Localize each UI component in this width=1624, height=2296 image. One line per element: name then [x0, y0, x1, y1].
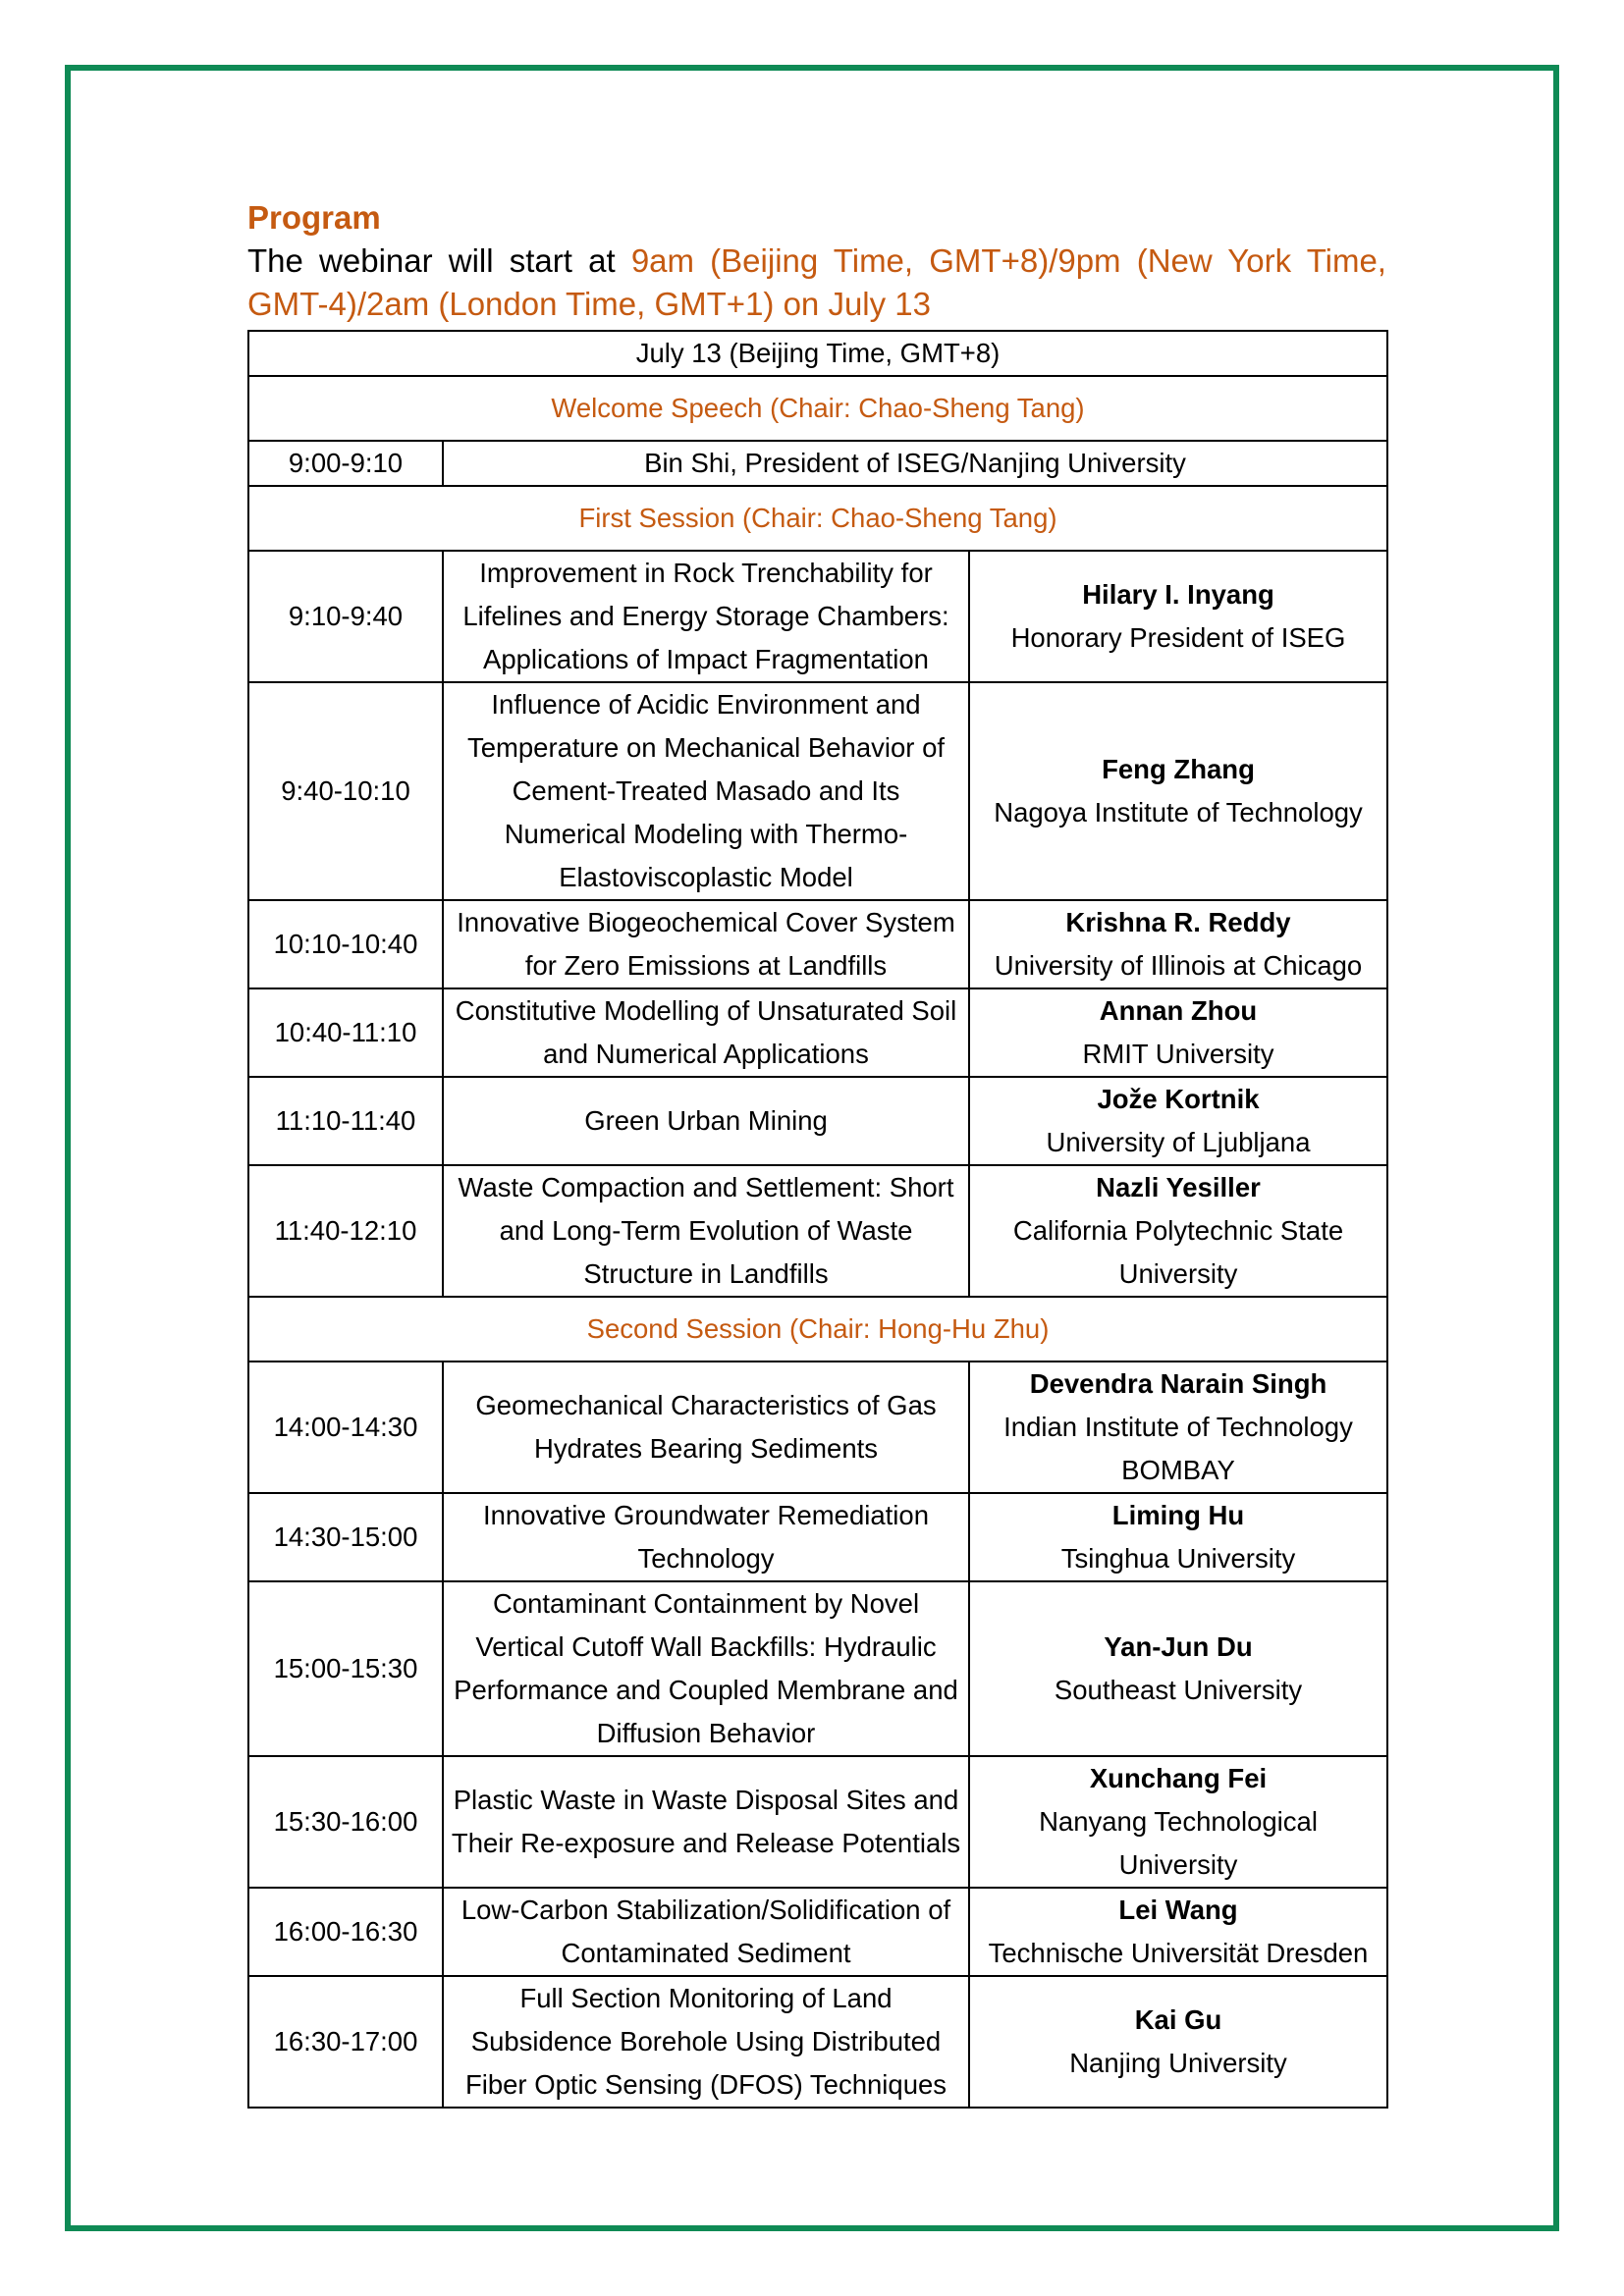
talk-row — [248, 682, 1387, 900]
talk-speaker-cell — [969, 900, 1387, 988]
speaker-affiliation: Nanyang Technological University — [1039, 1806, 1318, 1880]
program-heading: Program — [247, 199, 381, 236]
talk-row — [248, 900, 1387, 988]
speaker-name: Xunchang Fei — [1089, 1763, 1268, 1793]
talk-speaker-cell — [969, 1888, 1387, 1976]
talk-row — [248, 1756, 1387, 1888]
talk-speaker-cell — [969, 1493, 1387, 1581]
session-header-row — [248, 486, 1387, 551]
speaker-affiliation: University of Ljubljana — [1046, 1127, 1311, 1157]
talk-speaker-cell — [969, 551, 1387, 682]
speaker-name: Nazli Yesiller — [1096, 1172, 1261, 1202]
talk-time: 15:00-15:30 — [248, 1581, 443, 1756]
speaker-name: Annan Zhou — [1099, 995, 1258, 1026]
talk-row — [248, 1362, 1387, 1493]
speaker-affiliation: RMIT University — [1082, 1039, 1274, 1069]
speaker-name: Lei Wang — [1118, 1895, 1238, 1925]
talk-title: Geomechanical Characteristics of Gas Hydrates Bearing Sediments — [443, 1362, 969, 1493]
intro-prefix: The webinar will start at — [247, 242, 631, 279]
talk-speaker-cell — [969, 1165, 1387, 1297]
talk-time: 16:00-16:30 — [248, 1888, 443, 1976]
talk-speaker-cell — [969, 682, 1387, 900]
program-table-body — [248, 331, 1387, 2108]
talk-title: Contaminant Containment by Novel Vertical Cutoff Wall Backfills: Hydraulic Performance and Coupled Membrane and Diffusion Behavior — [443, 1581, 969, 1756]
talk-time: 9:10-9:40 — [248, 551, 443, 682]
session-title: Second Session (Chair: Hong-Hu Zhu) — [248, 1297, 1387, 1362]
speaker-affiliation: Technische Universität Dresden — [988, 1938, 1369, 1968]
session-title: First Session (Chair: Chao-Sheng Tang) — [248, 486, 1387, 551]
speaker-affiliation: Southeast University — [1054, 1675, 1303, 1705]
speaker-name: Feng Zhang — [1102, 754, 1255, 784]
talk-speaker-cell — [969, 1581, 1387, 1756]
welcome-row — [248, 441, 1387, 486]
talk-time: 15:30-16:00 — [248, 1756, 443, 1888]
speaker-affiliation: Honorary President of ISEG — [1010, 622, 1346, 653]
speaker-name: Kai Gu — [1134, 2004, 1222, 2035]
talk-speaker-cell — [969, 1077, 1387, 1165]
intro-paragraph — [247, 240, 1386, 326]
talk-time: 14:00-14:30 — [248, 1362, 443, 1493]
date-header-row — [248, 331, 1387, 376]
date-header: July 13 (Beijing Time, GMT+8) — [248, 331, 1387, 376]
welcome-time: 9:00-9:10 — [248, 441, 443, 486]
talk-title: Influence of Acidic Environment and Temperature on Mechanical Behavior of Cement-Treated Masado and Its Numerical Modeling with Thermo-Elastoviscoplastic Model — [443, 682, 969, 900]
speaker-name: Jože Kortnik — [1097, 1084, 1260, 1114]
talk-title: Constitutive Modelling of Unsaturated Soil and Numerical Applications — [443, 988, 969, 1077]
talk-time: 10:40-11:10 — [248, 988, 443, 1077]
talk-title: Innovative Biogeochemical Cover System for Zero Emissions at Landfills — [443, 900, 969, 988]
talk-row — [248, 1888, 1387, 1976]
intro-start-time: 9am (Beijing Time, GMT+8)/9pm (New York Time, GMT-4)/2am (London Time, GMT+1) on July 13 — [247, 242, 1386, 322]
speaker-name: Devendra Narain Singh — [1029, 1368, 1327, 1399]
talk-title: Green Urban Mining — [443, 1077, 969, 1165]
speaker-name: Yan-Jun Du — [1104, 1631, 1253, 1662]
talk-time: 16:30-17:00 — [248, 1976, 443, 2108]
session-header-row — [248, 1297, 1387, 1362]
speaker-affiliation: University of Illinois at Chicago — [994, 950, 1363, 981]
speaker-name: Krishna R. Reddy — [1065, 907, 1291, 937]
talk-row — [248, 1581, 1387, 1756]
talk-speaker-cell — [969, 1362, 1387, 1493]
talk-row — [248, 1077, 1387, 1165]
welcome-session-row — [248, 376, 1387, 441]
talk-row — [248, 551, 1387, 682]
program-table — [247, 330, 1388, 2109]
talk-title: Plastic Waste in Waste Disposal Sites and Their Re-exposure and Release Potentials — [443, 1756, 969, 1888]
talk-title: Low-Carbon Stabilization/Solidification of Contaminated Sediment — [443, 1888, 969, 1976]
talk-row — [248, 1976, 1387, 2108]
talk-time: 11:10-11:40 — [248, 1077, 443, 1165]
welcome-speaker: Bin Shi, President of ISEG/Nanjing University — [443, 441, 1387, 486]
talk-title: Improvement in Rock Trenchability for Lifelines and Energy Storage Chambers: Applications of Impact Fragmentation — [443, 551, 969, 682]
speaker-name: Liming Hu — [1111, 1500, 1245, 1530]
speaker-affiliation: Tsinghua University — [1060, 1543, 1296, 1574]
talk-time: 10:10-10:40 — [248, 900, 443, 988]
talk-speaker-cell — [969, 1976, 1387, 2108]
talk-row — [248, 1493, 1387, 1581]
talk-row — [248, 1165, 1387, 1297]
talk-title: Waste Compaction and Settlement: Short and Long-Term Evolution of Waste Structure in Landfills — [443, 1165, 969, 1297]
speaker-name: Hilary I. Inyang — [1082, 579, 1274, 610]
talk-time: 14:30-15:00 — [248, 1493, 443, 1581]
program-content — [247, 196, 1386, 2109]
talk-title: Full Section Monitoring of Land Subsidence Borehole Using Distributed Fiber Optic Sensing (DFOS) Techniques — [443, 1976, 969, 2108]
talk-time: 9:40-10:10 — [248, 682, 443, 900]
speaker-affiliation: Nanjing University — [1069, 2048, 1287, 2078]
speaker-affiliation: California Polytechnic State University — [1012, 1215, 1344, 1289]
talk-row — [248, 988, 1387, 1077]
speaker-affiliation: Indian Institute of Technology BOMBAY — [1003, 1412, 1353, 1485]
talk-speaker-cell — [969, 1756, 1387, 1888]
talk-speaker-cell — [969, 988, 1387, 1077]
welcome-session-title: Welcome Speech (Chair: Chao-Sheng Tang) — [248, 376, 1387, 441]
talk-time: 11:40-12:10 — [248, 1165, 443, 1297]
speaker-affiliation: Nagoya Institute of Technology — [994, 797, 1363, 828]
talk-title: Innovative Groundwater Remediation Technology — [443, 1493, 969, 1581]
